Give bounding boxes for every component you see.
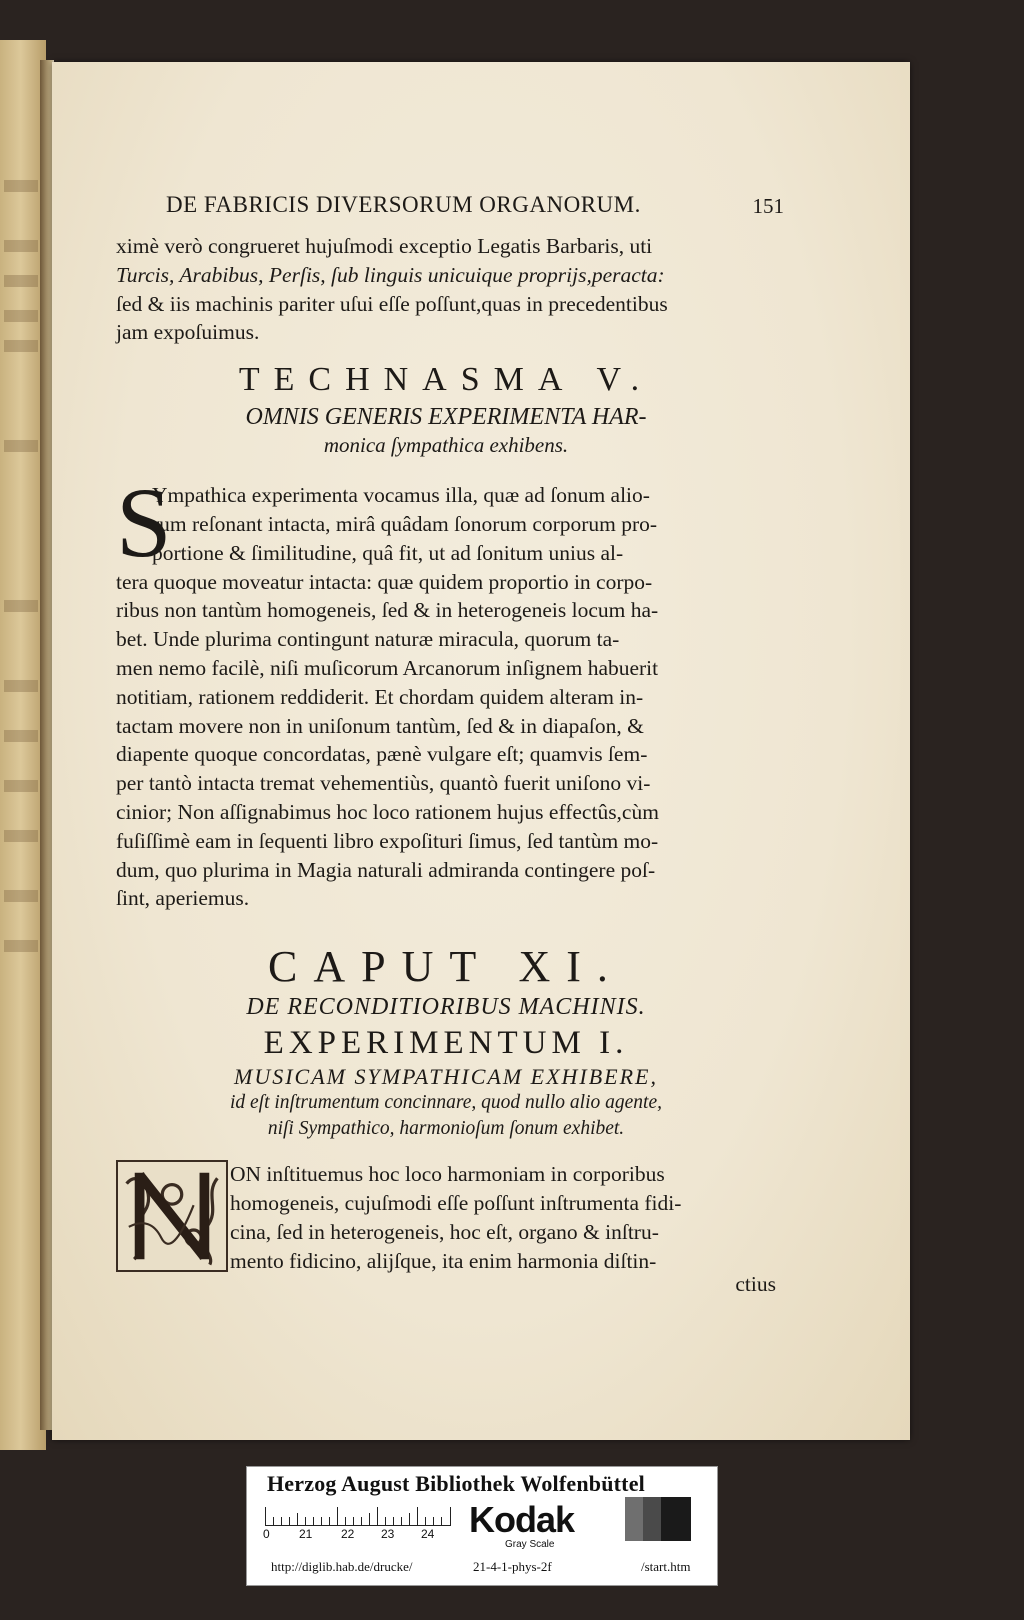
ornament-icon (118, 1162, 226, 1270)
gray-swatch (625, 1497, 643, 1541)
book-page (52, 62, 910, 1440)
paragraph-lines (230, 1160, 776, 1275)
technasma-subtitle: monica ſympathica exhibens. (323, 433, 569, 458)
experimentum-subtitle: id eſt inſtrumentum concinnare, quod nullo alio agente, (229, 1092, 662, 1114)
scale-ruler (265, 1507, 451, 1526)
text-line: ſed & iis machinis pariter uſui eſſe poſſunt,quas in precedentibus (116, 291, 668, 316)
drop-cap: S (116, 467, 172, 579)
text-line: Turcis, Arabibus, Perſis, ſub linguis unicuique proprijs,peracta: (116, 262, 665, 287)
experimentum-subtitle: niſi Sympathico, harmonioſum ſonum exhibet. (267, 1118, 625, 1140)
text-line: homogeneis, cujuſmodi eſſe poſſunt inſtrumenta fidi- (230, 1190, 682, 1215)
text-line: rum reſonant intacta, mirâ quâdam ſonorum corporum pro- (152, 511, 658, 536)
text-line: diapente quoque concordatas, pænè vulgare eſt; quamvis ſem- (116, 742, 648, 767)
running-head-title: DE FABRICIS DIVERSORUM ORGANORUM. (166, 192, 641, 217)
gray-swatch (661, 1497, 691, 1541)
text-line: portione & ſimilitudine, quâ fit, ut ad ſonitum unius al- (152, 540, 624, 565)
text-line: ON inſtituemus hoc loco harmoniam in corporibus (230, 1162, 665, 1187)
caput-subtitle: DE RECONDITIORIBUS MACHINIS. (246, 994, 646, 1021)
kodak-logo: Kodak (469, 1499, 575, 1540)
technasma-heading: TECHNASMA V. (238, 361, 654, 399)
url-part: 21-4-1-phys-2f (473, 1559, 552, 1574)
decorated-initial-n (116, 1160, 228, 1272)
page-text (116, 192, 784, 1300)
ruler-number: 22 (341, 1527, 355, 1541)
experimentum-subtitle: MUSICAM SYMPATHICAM EXHIBERE, (234, 1064, 658, 1090)
ruler-number: 24 (421, 1527, 435, 1541)
experimentum-heading: EXPERIMENTUM I. (263, 1025, 629, 1062)
technasma-subtitle: OMNIS GENERIS EXPERIMENTA HAR- (245, 404, 647, 431)
text-line: ſint, aperiemus. (116, 886, 250, 911)
text-line: mento fidicino, alijſque, ita enim harmonia diſtin- (230, 1248, 657, 1273)
text-line: cina, ſed in heterogeneis, hoc eſt, organo & inſtru- (230, 1219, 659, 1244)
text-line: tera quoque moveatur intacta: quæ quidem proportio in corpo- (116, 569, 653, 594)
ruler-number: 0 (263, 1527, 270, 1541)
running-head (116, 192, 784, 232)
text-line: Ympathica experimenta vocamus illa, quæ ad ſonum alio- (152, 483, 650, 508)
text-line: ribus non tantùm homogeneis, ſed & in heterogeneis locum ha- (116, 598, 659, 623)
library-name: Herzog August Bibliothek Wolfenbüttel (267, 1471, 645, 1496)
intro-paragraph (116, 232, 776, 347)
ruler-number: 23 (381, 1527, 395, 1541)
paragraph-harmonia (116, 1160, 776, 1300)
page-number: 151 (752, 194, 784, 218)
paragraph-sympathica (116, 467, 776, 913)
ruler-numbers (263, 1527, 463, 1541)
gray-swatch (643, 1497, 661, 1541)
text-line: ximè verò congrueret hujuſmodi exceptio Legatis Barbaris, uti (116, 234, 653, 258)
text-line: jam expoſuimus. (116, 320, 260, 345)
text-line: bet. Unde plurima contingunt naturæ miracula, quorum ta- (116, 627, 620, 652)
text-line: dum, quo plurima in Magia naturali admiranda contingere poſ- (116, 857, 656, 882)
text-line: men nemo facilè, niſi muſicorum Arcanorum inſignem habuerit (116, 655, 659, 680)
gray-scale-label: Gray Scale (505, 1539, 555, 1550)
text-line: cinior; Non aſſignabimus hoc loco rationem hujus effectûs,cùm (116, 799, 659, 824)
text-line: notitiam, rationem reddiderit. Et chordam quidem alteram in- (116, 684, 644, 709)
text-line: fuſiſſimè eam in ſequenti libro expoſituri ſimus, ſed tantùm mo- (116, 828, 659, 853)
library-label (246, 1466, 718, 1586)
url-part: /start.htm (641, 1559, 691, 1574)
url-part: http://diglib.hab.de/drucke/ (271, 1559, 413, 1574)
text-line: per tantò intacta tremat vehementiùs, quantò fuerit uniſono vi- (116, 771, 651, 796)
caput-heading: CAPUT XI. (268, 942, 624, 992)
ruler-number: 21 (299, 1527, 313, 1541)
text-line: tactam movere non in uniſonum tantùm, ſed & in diapaſon, & (116, 713, 644, 738)
catchword: ctius (735, 1272, 776, 1297)
